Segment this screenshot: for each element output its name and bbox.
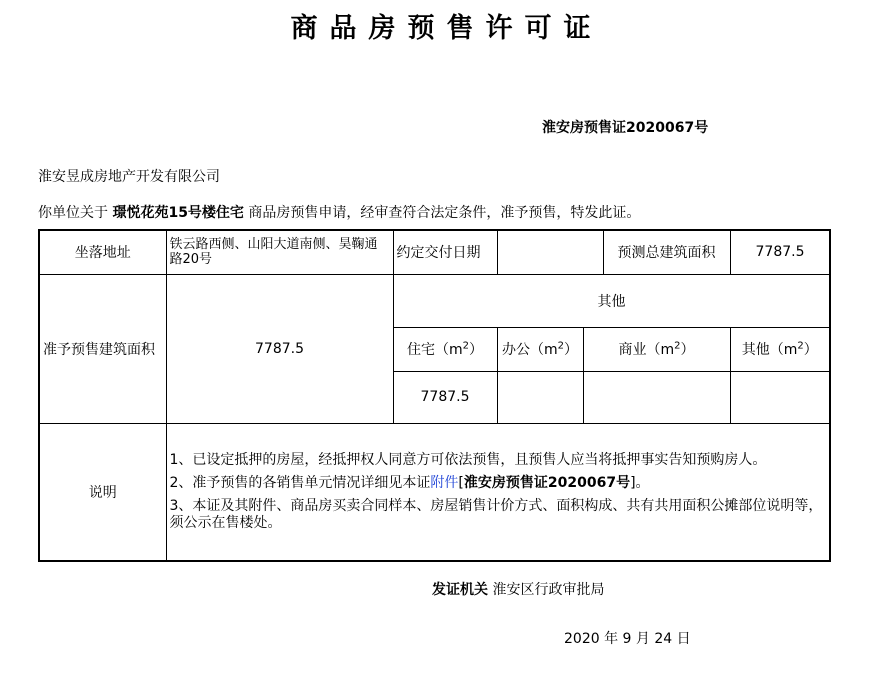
issuer-label: 发证机关: [432, 582, 488, 598]
intro-prefix: 你单位关于: [38, 205, 108, 221]
certificate-number: 淮安房预售证2020067号: [542, 120, 709, 136]
office-label: 办公$(m^2)$: [497, 327, 583, 371]
commercial-value: [583, 371, 730, 423]
total-area-label: 预测总建筑面积: [603, 230, 730, 274]
other-group-label: 其他: [393, 274, 830, 327]
other-value: [730, 371, 830, 423]
total-area-value: 7787.5: [730, 230, 830, 274]
attachment-link[interactable]: 附件: [430, 474, 459, 491]
notes-label: 说明: [39, 423, 166, 561]
area-header-row: [39, 274, 830, 327]
permit-table: [38, 229, 831, 562]
attachment-cert-number: 淮安房预售证2020067号: [463, 474, 631, 491]
notes-content: [166, 423, 830, 561]
intro-statement: [38, 202, 640, 222]
notes-row: [39, 423, 830, 561]
delivery-date-value: [497, 230, 603, 274]
residential-value: 7787.5: [393, 371, 497, 423]
residential-label: 住宅$(m^2)$: [393, 327, 497, 371]
office-value: [497, 371, 583, 423]
location-label: 坐落地址: [39, 230, 166, 274]
company-name: 淮安昱成房地产开发有限公司: [38, 169, 220, 185]
note-1: 1、已设定抵押的房屋，经抵押权人同意方可依法预售，且预售人应当将抵押事实告知预购房人。: [169, 451, 767, 468]
note-3: 3、本证及其附件、商品房买卖合同样本、房屋销售计价方式、面积构成、共有共用面积公摊部位说明等，须公示在售楼处。: [169, 497, 823, 531]
document-title: 商品房预售许可证: [290, 13, 603, 44]
location-value: 铁云路西侧、山阳大道南侧、昊鞠通路20号: [166, 230, 393, 274]
presale-area-label: 准予预售建筑面积: [39, 274, 166, 423]
location-row: [39, 230, 830, 274]
delivery-date-label: 约定交付日期: [393, 230, 497, 274]
presale-area-value: 7787.5: [166, 274, 393, 423]
issuing-authority: [432, 579, 604, 599]
issue-date: 2020 年 9 月 24 日: [564, 631, 691, 647]
issuer-value: 淮安区行政审批局: [492, 582, 605, 598]
intro-suffix: 商品房预售申请，经审查符合法定条件，准予预售，特发此证。: [248, 205, 641, 221]
other-label: 其他$(m^2)$: [730, 327, 830, 371]
note-2: 2、准予预售的各销售单元情况详细见本证附件[淮安房预售证2020067号]。: [169, 474, 650, 491]
project-name: 璟悦花苑15号楼住宅: [112, 205, 244, 221]
commercial-label: 商业$(m^2)$: [583, 327, 730, 371]
